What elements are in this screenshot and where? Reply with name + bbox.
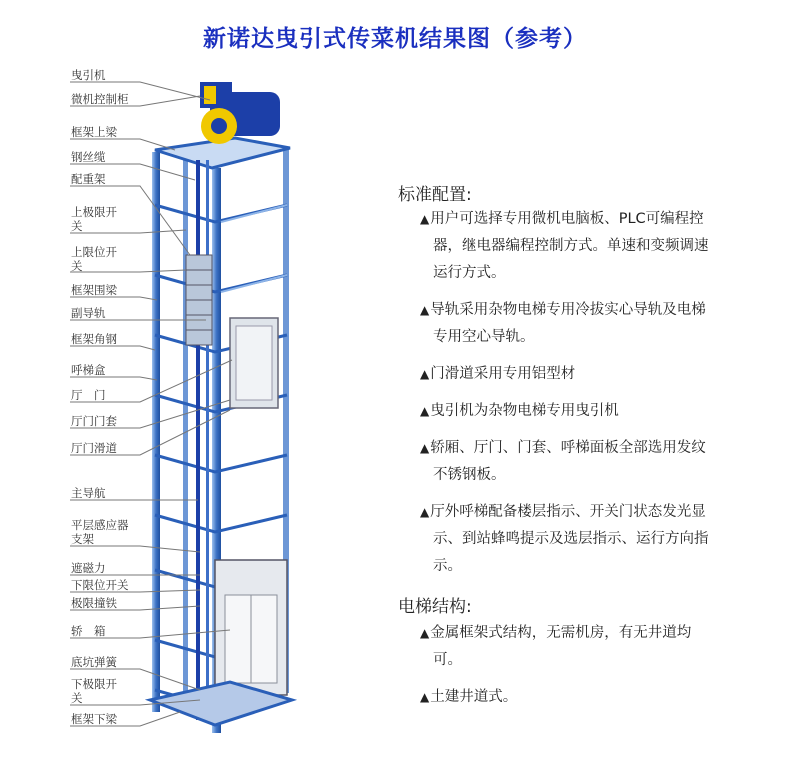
standard-config-heading: 标准配置: [398,185,472,205]
config-item: ▲门滑道采用专用铝型材 [420,366,576,382]
label-magnetic-shield: 遮磁力 [71,561,106,575]
label-limit-striker: 极限撞铁 [71,596,117,610]
label-frame-angle-steel: 框架角钢 [71,332,117,346]
label-door-frame: 厅门门套 [71,414,117,428]
structure-item: ▲金属框架式结构，无需机房，有无井道均可。 [420,625,692,668]
structure-item: ▲土建井道式。 [420,689,518,705]
config-item: ▲轿厢、厅门、门套、呼梯面板全部选用发纹不锈钢板。 [420,440,706,483]
leader-lines [0,0,320,769]
label-main-guide: 主导航 [71,486,106,500]
config-item: ▲曳引机为杂物电梯专用曳引机 [420,403,619,419]
label-pit-spring: 底坑弹簧 [71,655,117,669]
label-lower-limit-switch: 下极限开关 [71,677,117,705]
standard-config-list [420,206,720,590]
config-item: ▲厅外呼梯配备楼层指示、开关门状态发光显示、到站蜂鸣提示及选层指示、运行方向指示。 [420,504,709,574]
label-landing-door: 厅 门 [71,388,106,402]
label-leveling-sensor-bracket: 平层感应器支架 [71,518,129,546]
label-sub-guide-rail: 副导轨 [71,306,106,320]
label-bottom-beam: 框架下梁 [71,712,117,726]
label-frame-ring-beam: 框架围梁 [71,283,117,297]
label-upper-position-switch: 上限位开关 [71,245,117,273]
structure-list [420,620,720,721]
label-control-cabinet: 微机控制柜 [71,92,129,106]
label-top-beam: 框架上梁 [71,125,117,139]
label-car: 轿 箱 [71,624,106,638]
label-door-slide: 厅门滑道 [71,441,117,455]
label-call-box: 呼梯盒 [71,363,106,377]
structure-heading: 电梯结构: [398,597,472,617]
config-item: ▲用户可选择专用微机电脑板、PLC可编程控器，继电器编程控制方式。单速和变频调速运行方式。 [420,211,709,281]
label-upper-limit-switch: 上极限开关 [71,205,117,233]
label-lower-position-switch: 下限位开关 [71,578,129,592]
page-title: 新诺达曳引式传菜机结果图（参考） [203,26,587,52]
label-traction-machine: 曳引机 [71,68,106,82]
label-counterweight-frame: 配重架 [71,172,106,186]
label-wire-rope: 钢丝缆 [71,150,106,164]
config-item: ▲导轨采用杂物电梯专用冷拔实心导轨及电梯专用空心导轨。 [420,302,706,345]
